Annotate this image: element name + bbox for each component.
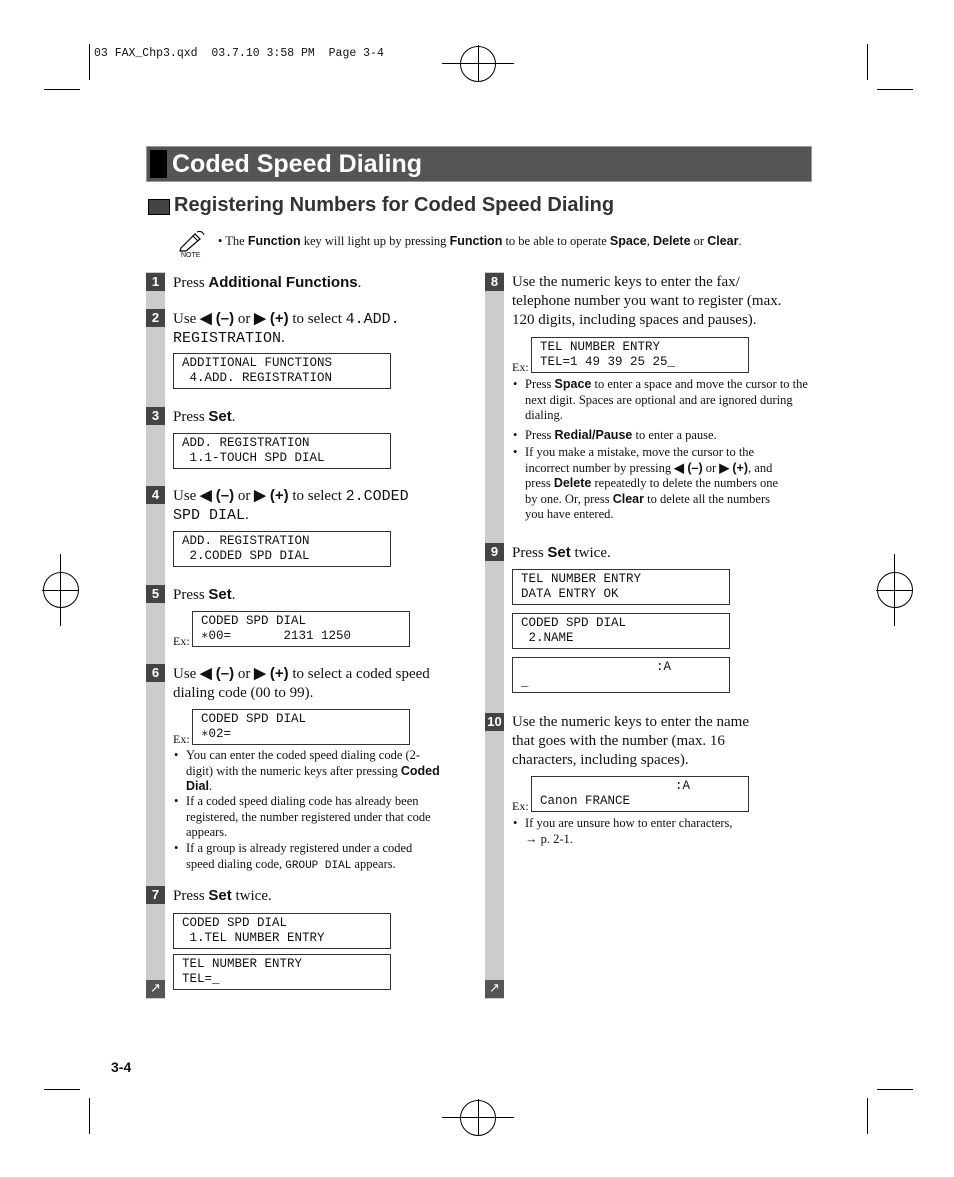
step-number: 7 [146,886,165,904]
page-number: 3-4 [111,1059,132,1075]
bullet-item: • If a group is already registered under a coded speed dialing code, GROUP DIAL appears. [174,841,413,872]
note-text: • The Function key will light up by pressing Function to be able to operate Space, Delete or Clear. [218,234,742,248]
step-8-text: Use the numeric keys to enter the fax/ telephone number you want to register (max. 120 digits, including spaces and pauses). [512,274,782,328]
bullet-item: • If you are unsure how to enter characters, → p. 2-1. [513,816,733,846]
registration-mark-icon [42,554,78,626]
registration-mark-icon [442,1099,514,1135]
step-10-text: Use the numeric keys to enter the name that goes with the number (max. 16 characters, including spaces). [512,714,749,768]
step-4-text: Use ◀ (–) or ▶ (+) to select 2.CODED SPD DIAL. [173,487,409,524]
crop-mark [867,1098,868,1134]
registration-mark-icon [876,554,912,626]
page-title: Coded Speed Dialing [172,150,423,178]
bullet-item: • You can enter the coded speed dialing code (2- digit) with the numeric keys after pressing Coded Dial. [174,748,440,793]
section-title-bar [146,146,812,182]
step-number: 5 [146,585,165,603]
file-slug: 03 FAX_Chp3.qxd 03.7.10 3:58 PM Page 3-4 [94,47,384,60]
step-number: 9 [485,543,504,561]
step-6-text: Use ◀ (–) or ▶ (+) to select a coded speed dialing code (00 to 99). [173,665,430,701]
crop-mark [877,89,913,90]
crop-mark [877,1089,913,1090]
crop-mark [44,1089,80,1090]
step-7-text: Press Set twice. [173,887,272,904]
continue-arrow-icon: ↗ [146,980,165,998]
step-3-text: Press Set. [173,408,236,425]
step-number: 2 [146,309,165,327]
note-icon: NOTE [178,230,206,260]
step-2-text: Use ◀ (–) or ▶ (+) to select 4.ADD. REGISTRATION. [173,310,400,347]
lcd-display: CODED SPD DIAL 2.NAME [512,613,730,649]
crop-mark [89,1098,90,1134]
lcd-display: TEL NUMBER ENTRY TEL=_ [173,954,391,990]
step-number: 8 [485,273,504,291]
lcd-display: ADD. REGISTRATION 2.CODED SPD DIAL [173,531,391,567]
lcd-display: CODED SPD DIAL ∗02= [192,709,410,745]
continue-arrow-icon: ↗ [485,980,504,998]
step-number: 6 [146,664,165,682]
example-label: Ex: [173,634,190,648]
step-number: 1 [146,273,165,291]
example-label: Ex: [173,732,190,746]
example-label: Ex: [512,360,529,374]
step-9-text: Press Set twice. [512,544,611,561]
crop-mark [44,89,80,90]
step-1-text: Press Additional Functions. [173,274,362,291]
bullet-item: • If you make a mistake, move the cursor to the incorrect number by pressing ◀ (–) or ▶ (+), and press Delete repeatedly to delete the numbers one by one. Or, press Clear to delete all the numbers you have entered. [513,445,779,521]
step-number: 3 [146,407,165,425]
lcd-display: TEL NUMBER ENTRY DATA ENTRY OK [512,569,730,605]
bullet-item: • If a coded speed dialing code has already been registered, the number registered under that code appears. [174,794,431,839]
registration-mark-icon [442,45,514,81]
crop-mark [89,44,90,80]
step-number: 10 [485,713,504,731]
bullet-item: • Press Redial/Pause to enter a pause. [513,428,717,442]
lcd-display: CODED SPD DIAL ∗00= 2131 1250 [192,611,410,647]
lcd-display: ADD. REGISTRATION 1.1-TOUCH SPD DIAL [173,433,391,469]
bullet-item: • Press Space to enter a space and move the cursor to the next digit. Spaces are optional and are ignored during dialing. [513,377,808,422]
subsection-title: Registering Numbers for Coded Speed Dialing [174,194,615,216]
crop-mark [867,44,868,80]
lcd-display: :A Canon FRANCE [531,776,749,812]
step-column-bar [485,272,504,999]
lcd-display: CODED SPD DIAL 1.TEL NUMBER ENTRY [173,913,391,949]
lcd-display: ADDITIONAL FUNCTIONS 4.ADD. REGISTRATION [173,353,391,389]
step-number: 4 [146,486,165,504]
example-label: Ex: [512,799,529,813]
step-5-text: Press Set. [173,586,236,603]
lcd-display: :A _ [512,657,730,693]
lcd-display: TEL NUMBER ENTRY TEL=1 49 39 25 25_ [531,337,749,373]
